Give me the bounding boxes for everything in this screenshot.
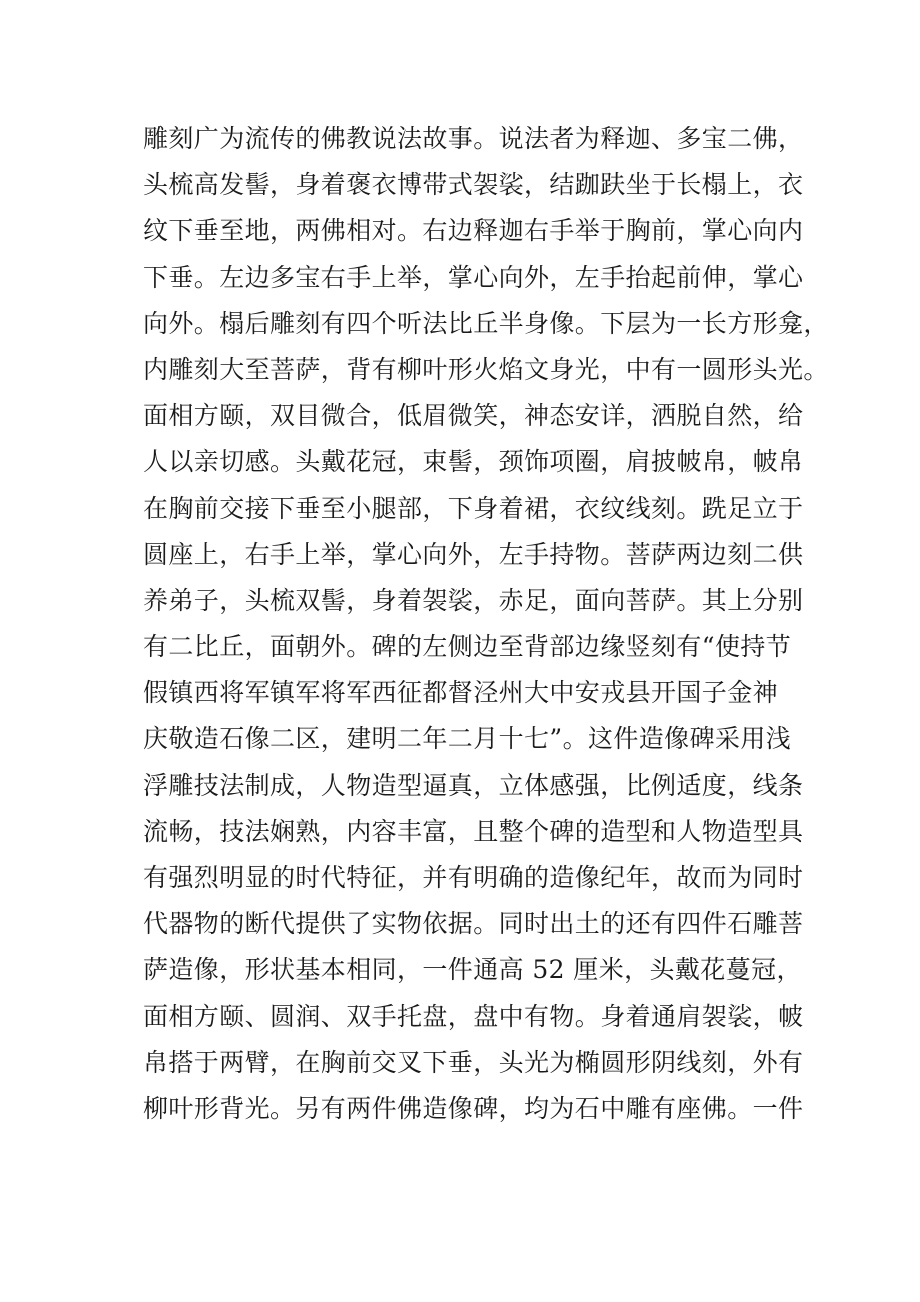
text-line: 浮雕技法制成，人物造型逼真，立体感强，比例适度，线条: [143, 770, 804, 800]
text-line: 面相方颐，双目微合，低眉微笑，神态安详，洒脱自然，给: [143, 401, 804, 431]
text-line: 雕刻广为流传的佛教说法故事。说法者为释迦、多宝二佛，: [143, 124, 804, 153]
text-line: 圆座上，右手上举，掌心向外，左手持物。菩萨两边刻二供: [143, 539, 804, 569]
text-line: 萨造像，形状基本相同，一件通高 52 厘米，头戴花蔓冠，: [143, 955, 802, 985]
text-line: 在胸前交接下垂至小腿部，下身着裙，衣纹线刻。跣足立于: [143, 493, 804, 523]
text-line: 流畅，技法娴熟，内容丰富，且整个碑的造型和人物造型具: [143, 816, 804, 846]
text-line: 有强烈明显的时代特征，并有明确的造像纪年，故而为同时: [143, 863, 804, 892]
text-line: 人以亲切感。头戴花冠，束髻，颈饰项圈，肩披帔帛，帔帛: [143, 447, 804, 477]
text-line: 内雕刻大至菩萨，背有柳叶形火焰文身光，中有一圆形头光。: [143, 354, 829, 384]
text-line: 头梳高发髻，身着褒衣博带式袈裟，结跏趺坐于长榻上，衣: [143, 170, 804, 200]
text-line: 帛搭于两臂，在胸前交叉下垂，头光为椭圆形阴线刻，外有: [143, 1047, 804, 1077]
body-paragraph: [143, 116, 829, 1132]
text-line: 假镇西将军镇军将军西征都督泾州大中安戎县开国子金神: [143, 678, 779, 708]
text-line: 代器物的断代提供了实物依据。同时出土的还有四件石雕菩: [143, 909, 804, 939]
text-line: 下垂。左边多宝右手上举，掌心向外，左手抬起前伸，掌心: [143, 262, 804, 292]
text-line: 有二比丘，面朝外。碑的左侧边至背部边缘竖刻有“使持节: [143, 632, 792, 662]
text-line: 纹下垂至地，两佛相对。右边释迦右手举于胸前，掌心向内: [143, 216, 804, 246]
text-line: 庆敬造石像二区，建明二年二月十七”。这件造像碑采用浅: [143, 724, 792, 754]
text-line: 面相方颐、圆润、双手托盘，盘中有物。身着通肩袈裟，帔: [143, 1001, 804, 1031]
text-line: 养弟子，头梳双髻，身着袈裟，赤足，面向菩萨。其上分别: [143, 585, 804, 615]
text-line: 向外。榻后雕刻有四个听法比丘半身像。下层为一长方形龛，: [143, 308, 829, 338]
text-line: 柳叶形背光。另有两件佛造像碑，均为石中雕有座佛。一件: [143, 1093, 804, 1123]
